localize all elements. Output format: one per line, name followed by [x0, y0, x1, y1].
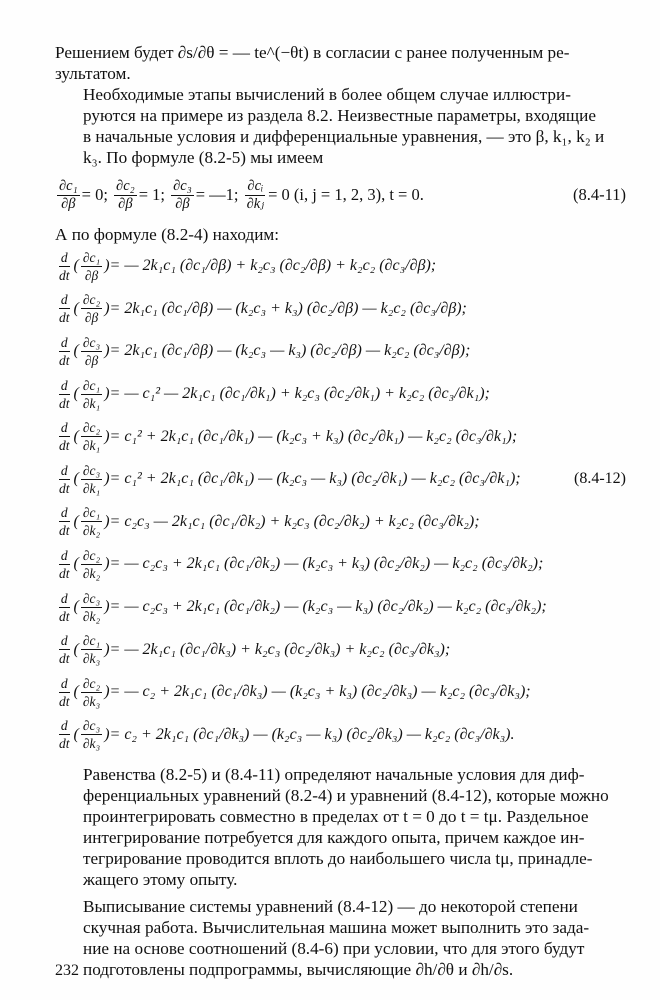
equation-text: = 0;: [81, 185, 108, 204]
equation-rhs: = 2k₁c₁ (∂c₁/∂β) — (k₂c₃ — k₃) (∂c₂/∂β) — k₂c₂ (∂c₃/∂β);: [109, 342, 471, 360]
equation-rhs: = c₂ + 2k₁c₁ (∂c₁/∂k₃) — (k₂c₃ — k₃) (∂c₂/∂k₃) — k₂c₂ (∂c₃/∂k₃).: [109, 725, 515, 743]
equation-rhs: = — c₂c₃ + 2k₁c₁ (∂c₁/∂k₂) — (k₂c₃ — k₃) (∂c₂/∂k₂) — k₂c₂ (∂c₃/∂k₂);: [109, 598, 547, 616]
denominator: ∂β: [61, 195, 76, 212]
equation-text: = 1;: [138, 185, 165, 204]
fraction: $\frac{\text{∂c₂}}{\text{∂k₃}}$: [82, 675, 101, 709]
equation-rhs: = c₂c₃ — 2k₁c₁ (∂c₁/∂k₂) + k₂c₃ (∂c₂/∂k₂) + k₂c₂ (∂c₃/∂k₂);: [109, 512, 480, 530]
equation-row: $\frac{d}{dt}$ ( $\frac{\text{∂c₂}}{\text{∂k₂}}$ ) = — c₂c₃ + 2k₁c₁ (∂c₁/∂k₂) — (k₂c₃ + k₃) (∂c₂/∂k₂) — k₂c₂ (∂c₃/∂k₂);: [59, 547, 544, 581]
equation-rhs: = c₁² + 2k₁c₁ (∂c₁/∂k₁) — (k₂c₃ + k₃) (∂c₂/∂k₁) — k₂c₂ (∂c₃/∂k₁);: [109, 427, 518, 445]
equation-row: $\frac{d}{dt}$ ( $\frac{\text{∂c₃}}{\text{∂k₁}}$ ) = c₁² + 2k₁c₁ (∂c₁/∂k₁) — (k₂c₃ — k₃) (∂c₂/∂k₁) — k₂c₂ (∂c₃/∂k₁); (8.4-12): [59, 462, 626, 496]
fraction: $\frac{\text{∂c₂}}{\text{∂k₁}}$: [82, 420, 101, 454]
denominator: ∂β: [118, 195, 133, 212]
fraction: $\frac{\text{∂c₁}}{\partial\beta}$: [82, 249, 101, 283]
numerator: ∂c₂: [116, 177, 135, 194]
equation-row: $\frac{d}{dt}$ ( $\frac{\text{∂c₂}}{\text{∂k₃}}$ ) = — c₂ + 2k₁c₁ (∂c₁/∂k₃) — (k₂c₃ + k₃) (∂c₂/∂k₃) — k₂c₂ (∂c₃/∂k₃);: [59, 675, 531, 709]
fraction: $\frac{\text{∂c₃}}{\text{∂k₃}}$: [82, 718, 101, 752]
equation-rhs: = c₁² + 2k₁c₁ (∂c₁/∂k₁) — (k₂c₃ — k₃) (∂c₂/∂k₁) — k₂c₂ (∂c₃/∂k₁);: [109, 470, 521, 488]
equation-row: $\frac{d}{dt}$ ( $\frac{\text{∂c₃}}{\text{∂k₂}}$ ) = — c₂c₃ + 2k₁c₁ (∂c₁/∂k₂) — (k₂c₃ — k₃) (∂c₂/∂k₂) — k₂c₂ (∂c₃/∂k₂);: [59, 590, 547, 624]
fraction: $\frac{\text{∂c₃}}{\text{∂k₂}}$: [82, 590, 101, 624]
equation-row: $\frac{d}{dt}$ ( $\frac{\text{∂c₁}}{\text{∂k₃}}$ ) = — 2k₁c₁ (∂c₁/∂k₃) + k₂c₃ (∂c₂/∂k₃) + k₂c₂ (∂c₃/∂k₃);: [59, 633, 451, 667]
derivative-operator: $\frac{d}{dt}$: [59, 505, 70, 539]
equation-rhs: = — c₁² — 2k₁c₁ (∂c₁/∂k₁) + k₂c₃ (∂c₂/∂k₁) + k₂c₂ (∂c₃/∂k₁);: [109, 385, 490, 403]
paragraph-initial-conditions: [55, 764, 626, 890]
numerator: ∂c₃: [173, 177, 192, 194]
equation-text: = 0 (i, j = 1, 2, 3), t = 0.: [268, 185, 424, 204]
fraction: $\frac{\text{∂c₂}}{\text{∂k₂}}$: [82, 547, 101, 581]
derivative-operator: $\frac{d}{dt}$: [59, 377, 70, 411]
text-line: зультатом.: [55, 64, 131, 83]
equation-number: (8.4-11): [573, 185, 626, 204]
text-line: жащего этому опыту.: [83, 870, 238, 890]
text-line: тегрирование проводится вплоть до наибольшего числа tμ, принадле-: [83, 849, 593, 869]
text-line: скучная работа. Вычислительная машина может выполнить это зада-: [83, 918, 590, 938]
text-line: Необходимые этапы вычислений в более общем случае иллюстри-: [83, 85, 571, 104]
fraction: [57, 179, 80, 212]
equation-number: (8.4-12): [574, 470, 626, 488]
derivative-operator: $\frac{d}{dt}$: [59, 547, 70, 581]
fraction: [114, 179, 137, 212]
text-line: k₃. По формуле (8.2-5) мы имеем: [83, 148, 324, 167]
text-line: проинтегрировать совместно в пределах от t = 0 до t = tμ. Раздельное: [83, 807, 589, 827]
paragraph-parameters: [55, 84, 626, 168]
text-line: Решением будет ∂s/∂θ = — te^(−θt) в согласии с ранее полученным ре-: [55, 43, 570, 62]
fraction: [171, 179, 194, 212]
derivative-operator: $\frac{d}{dt}$: [59, 590, 70, 624]
top-paragraph: [55, 42, 626, 84]
fraction: $\frac{\text{∂c₂}}{\partial\beta}$: [82, 292, 101, 326]
derivative-operator: $\frac{d}{dt}$: [59, 334, 70, 368]
derivative-operator: $\frac{d}{dt}$: [59, 462, 70, 496]
equation-system-8-4-12: [55, 245, 626, 756]
derivative-operator: $\frac{d}{dt}$: [59, 420, 70, 454]
equation-row: $\frac{d}{dt}$ ( $\frac{\text{∂c₂}}{\partial\beta}$ ) = 2k₁c₁ (∂c₁/∂β) — (k₂c₃ + k₃) (∂c₂/∂β) — k₂c₂ (∂c₃/∂β);: [59, 292, 467, 326]
denominator: ∂β: [175, 195, 190, 212]
equation-rhs: = — 2k₁c₁ (∂c₁/∂β) + k₂c₃ (∂c₂/∂β) + k₂c₂ (∂c₃/∂β);: [109, 257, 437, 275]
equation-text: = —1;: [195, 185, 239, 204]
equation-row: $\frac{d}{dt}$ ( $\frac{\text{∂c₁}}{\text{∂k₁}}$ ) = — c₁² — 2k₁c₁ (∂c₁/∂k₁) + k₂c₃ (∂c₂/∂k₁) + k₂c₂ (∂c₃/∂k₁);: [59, 377, 490, 411]
text-line: Равенства (8.2-5) и (8.4-11) определяют начальные условия для диф-: [83, 765, 585, 785]
equation-row: $\frac{d}{dt}$ ( $\frac{\text{∂c₃}}{\partial\beta}$ ) = 2k₁c₁ (∂c₁/∂β) — (k₂c₃ — k₃) (∂c₂/∂β) — k₂c₂ (∂c₃/∂β);: [59, 334, 471, 368]
equation-rhs: = — c₂ + 2k₁c₁ (∂c₁/∂k₃) — (k₂c₃ + k₃) (∂c₂/∂k₃) — k₂c₂ (∂c₃/∂k₃);: [109, 683, 531, 701]
text-line: ференциальных уравнений (8.2-4) и уравнений (8.4-12), которые можно: [83, 786, 609, 806]
text-line: в начальные условия и дифференциальные уравнения, — это β, k₁, k₂ и: [83, 127, 605, 146]
numerator: ∂cᵢ: [247, 177, 264, 194]
equation-row: $\frac{d}{dt}$ ( $\frac{\text{∂c₁}}{\text{∂k₂}}$ ) = c₂c₃ — 2k₁c₁ (∂c₁/∂k₂) + k₂c₃ (∂c₂/∂k₂) + k₂c₂ (∂c₃/∂k₂);: [59, 505, 480, 539]
intro-line: А по формуле (8.2-4) находим:: [55, 225, 280, 244]
fraction: $\frac{\text{∂c₁}}{\text{∂k₂}}$: [82, 505, 101, 539]
equation-row: $\frac{d}{dt}$ ( $\frac{\text{∂c₃}}{\text{∂k₃}}$ ) = c₂ + 2k₁c₁ (∂c₁/∂k₃) — (k₂c₃ — k₃) (∂c₂/∂k₃) — k₂c₂ (∂c₃/∂k₃).: [59, 718, 515, 752]
text-line: интегрирование потребуется для каждого опыта, причем каждое ин-: [83, 828, 585, 848]
fraction: [245, 179, 266, 212]
equation-rhs: = — c₂c₃ + 2k₁c₁ (∂c₁/∂k₂) — (k₂c₃ + k₃) (∂c₂/∂k₂) — k₂c₂ (∂c₃/∂k₂);: [109, 555, 544, 573]
fraction: $\frac{\text{∂c₃}}{\text{∂k₁}}$: [82, 462, 101, 496]
equation-row: $\frac{d}{dt}$ ( $\frac{\text{∂c₂}}{\text{∂k₁}}$ ) = c₁² + 2k₁c₁ (∂c₁/∂k₁) — (k₂c₃ + k₃) (∂c₂/∂k₁) — k₂c₂ (∂c₃/∂k₁);: [59, 420, 518, 454]
derivative-operator: $\frac{d}{dt}$: [59, 633, 70, 667]
derivative-operator: $\frac{d}{dt}$: [59, 249, 70, 283]
derivative-operator: $\frac{d}{dt}$: [59, 675, 70, 709]
equation-8-4-11: [55, 172, 626, 218]
text-line: подготовлены подпрограммы, вычисляющие ∂h/∂θ и ∂h/∂s.: [83, 960, 514, 980]
page-number: 232: [55, 962, 79, 979]
derivative-operator: $\frac{d}{dt}$: [59, 292, 70, 326]
fraction: $\frac{\text{∂c₃}}{\partial\beta}$: [82, 334, 101, 368]
text-line: ние на основе соотношений (8.4-6) при условии, что для этого будут: [83, 939, 585, 959]
derivative-operator: $\frac{d}{dt}$: [59, 718, 70, 752]
numerator: ∂c₁: [59, 177, 78, 194]
equation-rhs: = — 2k₁c₁ (∂c₁/∂k₃) + k₂c₃ (∂c₂/∂k₃) + k₂c₂ (∂c₃/∂k₃);: [109, 640, 451, 658]
equation-row: $\frac{d}{dt}$ ( $\frac{\text{∂c₁}}{\partial\beta}$ ) = — 2k₁c₁ (∂c₁/∂β) + k₂c₃ (∂c₂/∂β) + k₂c₂ (∂c₃/∂β);: [59, 249, 437, 283]
text-line: руются на примере из раздела 8.2. Неизвестные параметры, входящие: [83, 106, 596, 125]
fraction: $\frac{\text{∂c₁}}{\text{∂k₃}}$: [82, 633, 101, 667]
fraction: $\frac{\text{∂c₁}}{\text{∂k₁}}$: [82, 377, 101, 411]
text-line: Выписывание системы уравнений (8.4-12) — до некоторой степени: [83, 897, 578, 917]
paragraph-subroutines: [55, 896, 626, 980]
denominator: ∂kⱼ: [246, 195, 265, 212]
equation-rhs: = 2k₁c₁ (∂c₁/∂β) — (k₂c₃ + k₃) (∂c₂/∂β) — k₂c₂ (∂c₃/∂β);: [109, 299, 467, 317]
